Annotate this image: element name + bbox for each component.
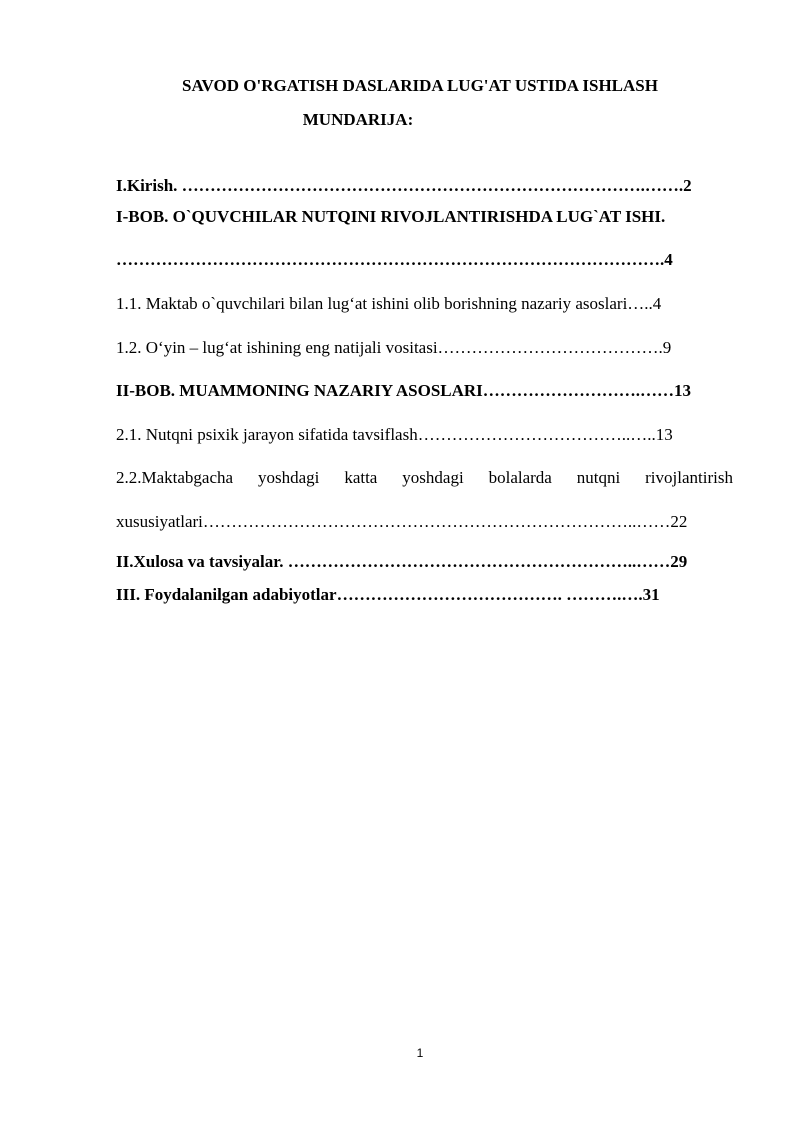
toc-entry-bob1-title: I-BOB. O`QUVCHILAR NUTQINI RIVOJLANTIRISHDA LUG`AT ISHI.	[116, 207, 666, 226]
document-title: SAVOD O'RGATISH DASLARIDA LUG'AT USTIDA ISHLASH	[182, 76, 658, 95]
toc-word: katta	[344, 468, 378, 487]
toc-entry-bob2: II-BOB. MUAMMONING NAZARIY ASOSLARI……………………….……13	[116, 381, 692, 400]
toc-heading: MUNDARIJA:	[302, 110, 414, 129]
toc-entry-adabiyotlar: III. Foydalanilgan adabiyotlar…………………………………. ……….….31	[116, 585, 660, 604]
toc-word: bolalarda	[488, 468, 552, 487]
toc-entry-section-2-2	[116, 467, 733, 489]
toc-entry-section-1-2: 1.2. O‘yin – lug‘at ishining eng natijali vositasi………………………………….9	[116, 338, 672, 357]
toc-entry-section-2-1: 2.1. Nutqni psixik jarayon sifatida tavsiflash………………………………..…..13	[116, 425, 673, 444]
toc-word: 2.2.Maktabgacha	[116, 468, 234, 487]
toc-word: yoshdagi	[402, 468, 464, 487]
toc-word: rivojlantirish	[645, 468, 733, 487]
toc-entry-section-1-1: 1.1. Maktab o`quvchilari bilan lug‘at ishini olib borishning nazariy asoslari…..4	[116, 294, 662, 313]
toc-entry-bob1-dots: …………………………………………………………………………………….4	[116, 250, 673, 269]
page-number: 1	[416, 1046, 424, 1060]
toc-entry-xulosa: II.Xulosa va tavsiyalar. ……………………………………………………..……29	[116, 552, 688, 571]
toc-word: yoshdagi	[258, 468, 320, 487]
toc-entry-section-2-2-continued: xususiyatlari…………………………………………………………………..……22	[116, 512, 688, 531]
toc-entry-kirish: I.Kirish. ……………………………………………………………………….…….2	[116, 176, 692, 195]
toc-word: nutqni	[576, 468, 621, 487]
